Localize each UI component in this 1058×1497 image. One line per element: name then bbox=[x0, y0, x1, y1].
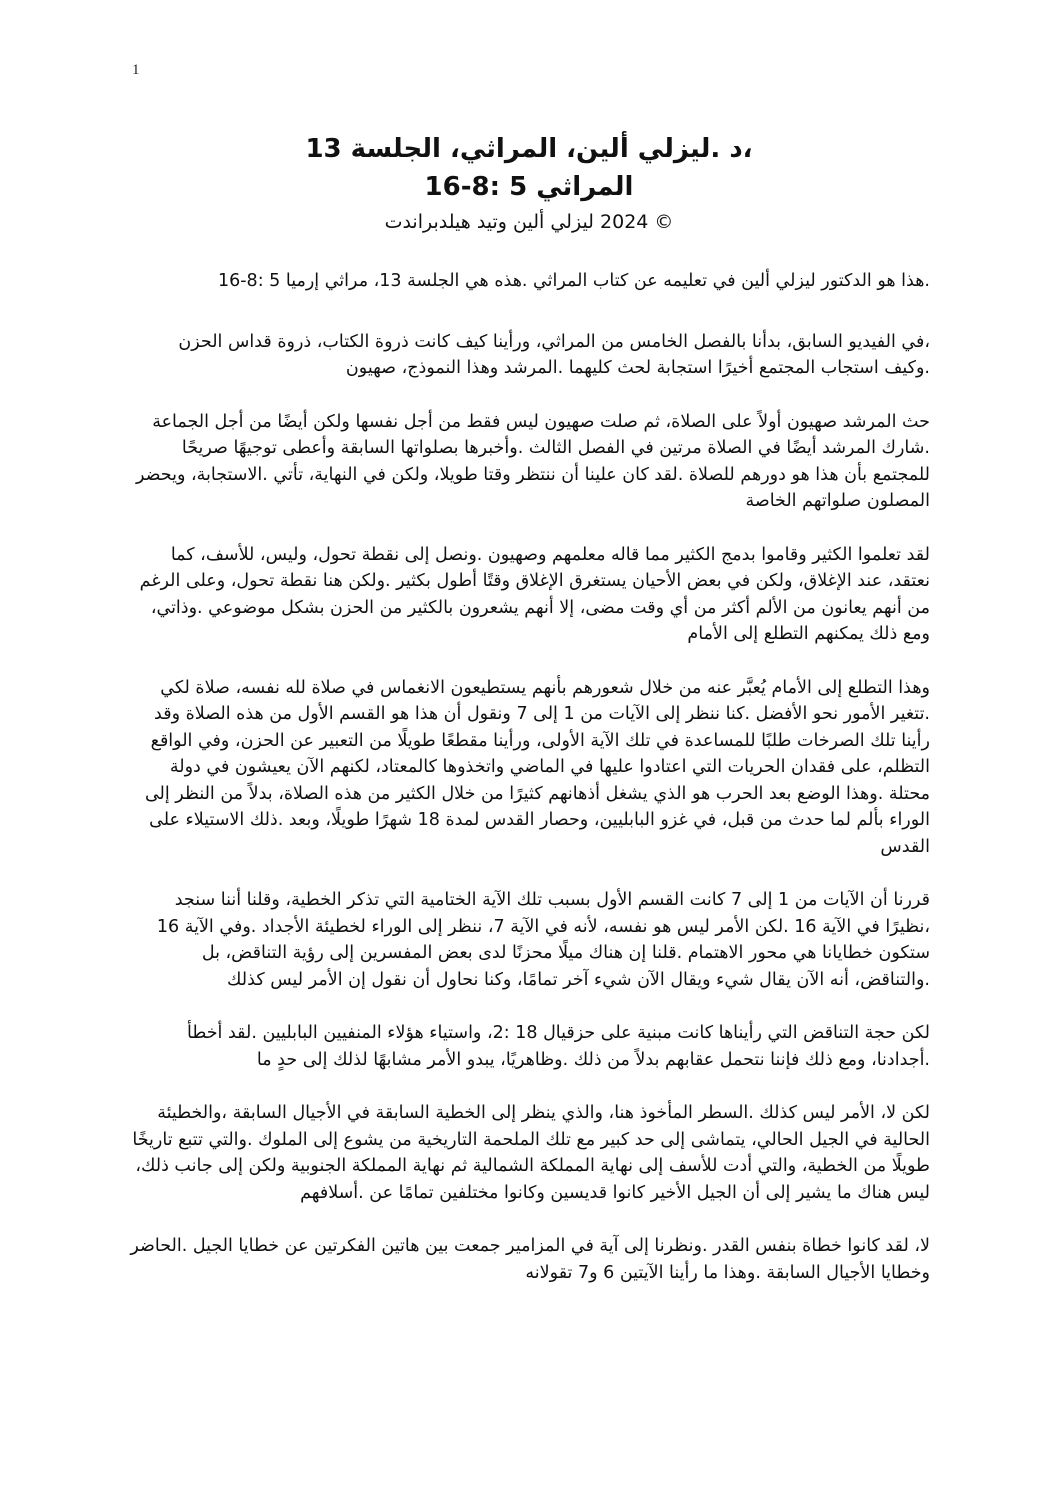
paragraph: وهذا التطلع إلى الأمام يُعبَّر عنه من خلال شعورهم بأنهم يستطيعون الانغماس في صلاة لله نفسه، صلاة لكي .تتغير الأمور نحو الأفضل .كنا ننظر إلى الآيات من 1 إلى 7 ونقول أن هذا هو القسم الأول من هذه الصلاة وقد رأينا تلك الصرخات طلبًا للمساعدة في تلك الآية الأولى، ورأينا مقطعًا طويلًا من التعبير عن الحزن، وفي الواقع التظلم، على فقدان الحريات التي اعتادوا عليها في الماضي واتخذوها كالمعتاد، لكنهم الآن يعيشون في دولة محتلة .وهذا الوضع بعد الحرب هو الذي يشغل أذهانهم كثيرًا من خلال الكثير من هذه الصلاة، بدلاً من النظر إلى الوراء بألم لما حدث من قبل، في غزو البابليين، وحصار القدس لمدة 18 شهرًا طويلًا، وبعد .ذلك الاستيلاء على القدس bbox=[144, 677, 930, 857]
paragraph: قررنا أن الآيات من 1 إلى 7 كانت القسم الأول بسبب تلك الآية الختامية التي تذكر الخطية، وقلنا أننا سنجد ،نظيرًا في الآية 16 .لكن الأمر ليس هو نفسه، لأنه في الآية 7، ننظر إلى الوراء لخطيئة الأجداد .وفي الآية 16 ستكون خطايانا هي محور الاهتمام .قلنا إن هناك ميلًا محزنًا لدى بعض المفسرين إلى رؤية التناقض، بل .والتناقض، أنه الآن يقال شيء ويقال الآن شيء آخر تمامًا، وكنا نحاول أن نقول إن الأمر ليس كذلك bbox=[156, 890, 930, 990]
paragraph: لكن حجة التناقض التي رأيناها كانت مبنية على حزقيال 18 :2، واستياء هؤلاء المنفيين البابليين .لقد أخطأ .أجدادنا، ومع ذلك فإننا نتحمل عقابهم بدلاً من ذلك .وظاهريًا، يبدو الأمر مشابهًا لذلك إلى حدٍ ما bbox=[187, 1023, 930, 1070]
paragraph: لكن لا، الأمر ليس كذلك .السطر المأخوذ هنا، والذي ينظر إلى الخطية السابقة في الأجيال السابقة ،والخطيئة الحالية في الجيل الحالي، يتماشى إلى حد كبير مع تلك الملحمة التاريخية من يشوع إلى الملوك .والتي تتبع تاريخًا طويلًا من الخطية، والتي أدت للأسف إلى نهاية المملكة الشمالية ثم نهاية المملكة الجنوبية ولكن إلى جانب ذلك، ليس هناك ما يشير إلى أن الجيل الأخير كانوا قديسين وكانوا مختلفين تمامًا عن .أسلافهم bbox=[132, 1103, 930, 1203]
paragraph: لا، لقد كانوا خطاة بنفس القدر .ونظرنا إلى آية في المزامير جمعت بين هاتين الفكرتين عن خطايا الجيل .الحاضر وخطايا الأجيال السابقة .وهذا ما رأينا الآيتين 6 و7 تقولانه bbox=[130, 1236, 930, 1283]
paragraph-intro: .هذا هو الدكتور ليزلي ألين في تعليمه عن كتاب المراثي .هذه هي الجلسة 13، مراثي إرميا 5 :8-16 bbox=[217, 271, 930, 291]
copyright-notice: © 2024 ليزلي ألين وتيد هيلدبراندت bbox=[384, 211, 674, 233]
paragraph: لقد تعلموا الكثير وقاموا بدمج الكثير مما قاله معلمهم وصهيون .ونصل إلى نقطة تحول، وليس، للأسف، كما نعتقد، عند الإغلاق، ولكن في بعض الأحيان يستغرق الإغلاق وقتًا أطول بكثير .ولكن هنا نقطة تحول، وعلى الرغم من أنهم يعانون من الألم أكثر من أي وقت مضى، إلا أنهم يشعرون بالكثير من الحزن بشكل موضوعي .وذاتي، ومع ذلك يمكنهم التطلع إلى الأمام bbox=[139, 544, 930, 644]
page-number: 1 bbox=[132, 62, 140, 78]
paragraph: حث المرشد صهيون أولاً على الصلاة، ثم صلت صهيون ليس فقط من أجل نفسها ولكن أيضًا من أجل الجماعة .شارك المرشد أيضًا في الصلاة مرتين في الفصل الثالث .وأخبرها بصلواتها السابقة وأعطى توجيهًا صريحًا للمجتمع بأن هذا هو دورهم للصلاة .لقد كان علينا أن ننتظر وقتا طويلا، ولكن في النهاية، تأتي .الاستجابة، ويحضر المصلون صلواتهم الخاصة bbox=[135, 411, 930, 511]
paragraph: ،في الفيديو السابق، بدأنا بالفصل الخامس من المراثي، ورأينا كيف كانت ذروة الكتاب، ذروة قداس الحزن .وكيف استجاب المجتمع أخيرًا استجابة لحث كليهما .المرشد وهذا النموذج، صهيون bbox=[178, 331, 930, 378]
document-title: ،د .ليزلي ألين، المراثي، الجلسة 13 bbox=[305, 134, 753, 164]
document-body bbox=[130, 268, 930, 1313]
document-header bbox=[130, 130, 928, 236]
document-subtitle: المراثي 5 :8-16 bbox=[424, 172, 634, 202]
